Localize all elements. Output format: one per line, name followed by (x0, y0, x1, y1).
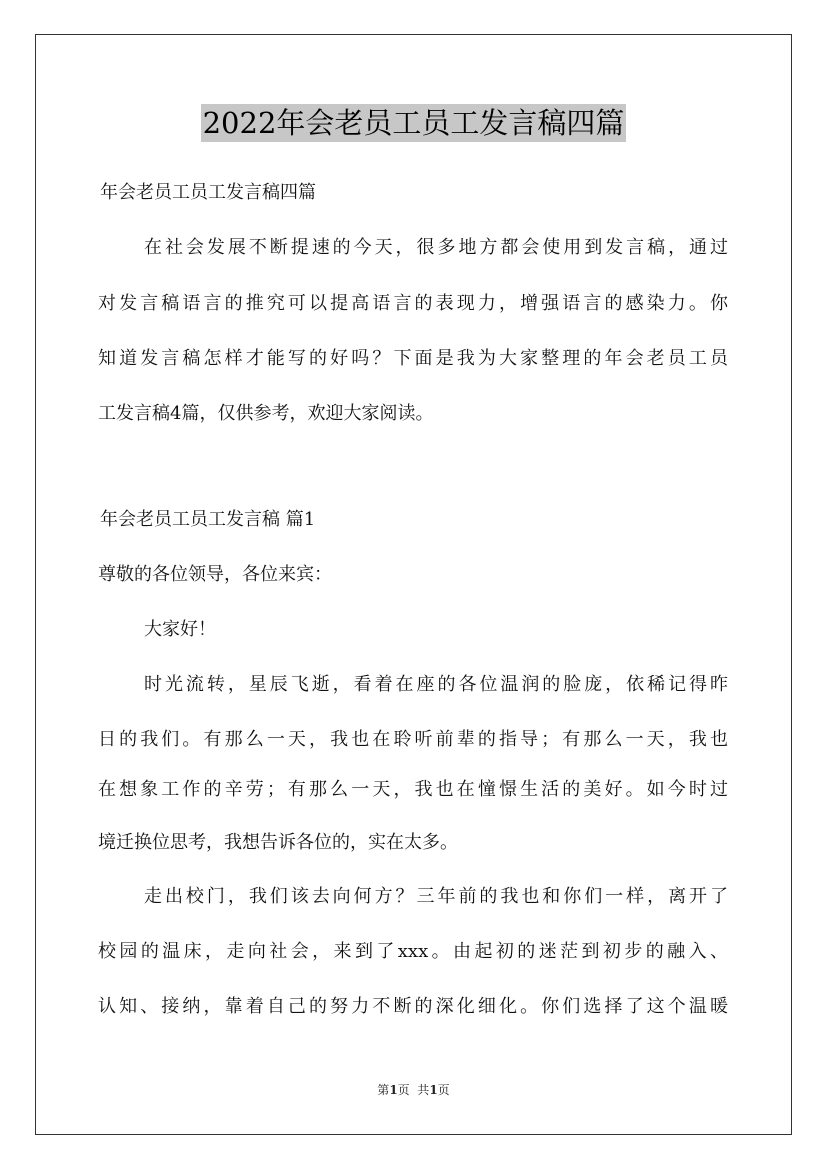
intro-line-4: 工发言稿4篇，仅供参考，欢迎大家阅读。 (98, 403, 434, 424)
intro-line-1: 在社会发展不断提速的今天，很多地方都会使用到发言稿，通过 (144, 237, 728, 258)
section-heading: 年会老员工员工发言稿 篇1 (100, 509, 316, 530)
paragraph1-line-2: 日的我们。有那么一天，我也在聆听前辈的指导；有那么一天，我也 (98, 729, 728, 750)
intro-line-2: 对发言稿语言的推究可以提高语言的表现力，增强语言的感染力。你 (98, 293, 728, 314)
footer-page-prefix: 第 (377, 1083, 390, 1097)
paragraph1-line-4: 境迁换位思考，我想告诉各位的，实在太多。 (98, 832, 458, 853)
paragraph2-line-3: 认知、接纳，靠着自己的努力不断的深化细化。你们选择了这个温暖 (98, 996, 728, 1017)
document-title: 2022年会老员工员工发言稿四篇 (202, 106, 625, 140)
greeting: 大家好！ (144, 619, 216, 640)
intro-line-3: 知道发言稿怎样才能写的好吗？下面是我为大家整理的年会老员工员 (98, 348, 728, 369)
footer-page-number: 1 (389, 1083, 398, 1097)
paragraph1-line-3: 在想象工作的辛劳；有那么一天，我也在憧憬生活的美好。如今时过 (98, 779, 728, 800)
document-subtitle: 年会老员工员工发言稿四篇 (100, 182, 316, 203)
title-container (0, 104, 827, 142)
footer-page-total: 1 (429, 1083, 438, 1097)
page-footer (0, 1082, 827, 1098)
footer-page-mid: 页 共 (397, 1083, 430, 1097)
paragraph1-line-1: 时光流转，星辰飞逝，看着在座的各位温润的脸庞，依稀记得昨 (144, 674, 728, 695)
paragraph2-line-2: 校园的温床，走向社会，来到了xxx。由起初的迷茫到初步的融入、 (98, 941, 728, 962)
salutation: 尊敬的各位领导，各位来宾： (98, 564, 332, 585)
paragraph2-line-1: 走出校门，我们该去向何方？三年前的我也和你们一样，离开了 (144, 886, 728, 907)
footer-page-suffix: 页 (437, 1083, 450, 1097)
